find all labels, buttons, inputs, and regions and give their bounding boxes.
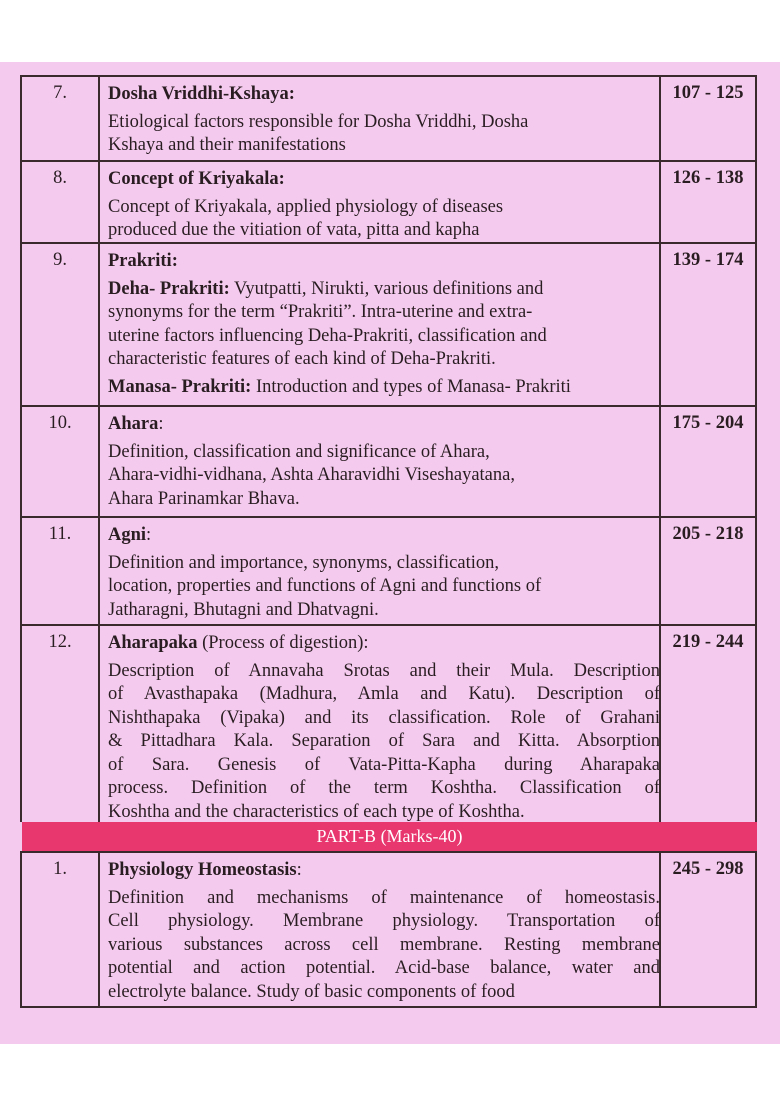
- description-text: Nishthapaka (Vipaka) and its classification. Role of Grahani: [108, 707, 660, 728]
- chapter-title: [108, 250, 660, 274]
- description-text: & Pittadhara Kala. Separation of Sara and Kitta. Absorption: [108, 731, 660, 751]
- chapter-content: [108, 859, 660, 1004]
- description-text: Etiological factors responsible for Dosha Vriddhi, Dosha: [108, 111, 529, 132]
- description-text: of Sara. Genesis of Vata-Pitta-Kapha during Aharapaka: [108, 754, 660, 775]
- contents-row: [20, 75, 757, 160]
- chapter-title: [108, 524, 660, 548]
- chapter-title: [108, 413, 660, 437]
- description-text: process. Definition of the term Koshtha. Classification of: [108, 778, 660, 798]
- description-line: [108, 754, 660, 778]
- chapter-title-rest: :: [296, 860, 302, 880]
- contents-row: [20, 851, 757, 1008]
- description-text: Description of Annavaha Srotas and their Mula. Description: [108, 660, 660, 681]
- chapter-content: [108, 413, 660, 511]
- chapter-title-bold: Agni: [108, 525, 147, 545]
- page-range: 107 - 125: [659, 77, 755, 160]
- description-text: synonyms for the term “Prakriti”. Intra-uterine and extra-: [108, 302, 533, 322]
- description-line: [108, 325, 660, 349]
- description-line: [108, 348, 660, 372]
- description-line: [108, 957, 660, 981]
- chapter-number: 8.: [22, 162, 100, 242]
- description-text: potential and action potential. Acid-base balance, water and: [108, 958, 660, 978]
- description-line: [108, 219, 660, 243]
- description-text: electrolyte balance. Study of basic components of food: [108, 981, 515, 1002]
- subheading: Deha- Prakriti:: [108, 278, 230, 299]
- description-text: Jatharagni, Bhutagni and Dhatvagni.: [108, 599, 379, 620]
- page-range: 175 - 204: [659, 407, 755, 516]
- chapter-number: 7.: [22, 77, 100, 160]
- description-text: Koshtha and the characteristics of each type of Koshtha.: [108, 801, 525, 822]
- chapter-number: 11.: [22, 518, 100, 624]
- description-line: [108, 777, 660, 801]
- description-line: [108, 111, 660, 135]
- description-text: location, properties and functions of Agni and functions of: [108, 576, 542, 596]
- description-line: [108, 730, 660, 754]
- description-text: Definition, classification and significance of Ahara,: [108, 441, 490, 462]
- chapter-number: 1.: [22, 853, 100, 1006]
- description-line: [108, 660, 660, 684]
- description-text: Ahara Parinamkar Bhava.: [108, 488, 300, 509]
- page-range: 219 - 244: [659, 626, 755, 822]
- part-b-heading: PART-B (Marks-40): [22, 822, 757, 851]
- description-line: [108, 981, 660, 1005]
- description-text: Cell physiology. Membrane physiology. Transportation of: [108, 911, 660, 931]
- chapter-title: [108, 168, 660, 192]
- chapter-content: [108, 632, 660, 824]
- contents-row: [20, 624, 757, 822]
- chapter-title-rest: :: [158, 414, 164, 434]
- description-line: [108, 934, 660, 958]
- chapter-content: [108, 83, 660, 158]
- description-line: [108, 441, 660, 465]
- chapter-title-bold: Aharapaka: [108, 633, 198, 653]
- contents-row: [20, 516, 757, 624]
- contents-row: [20, 242, 757, 405]
- chapter-content: [108, 524, 660, 622]
- page-range: 205 - 218: [659, 518, 755, 624]
- chapter-title-bold: Dosha Vriddhi-Kshaya:: [108, 84, 295, 104]
- page-range: 245 - 298: [659, 853, 755, 1006]
- description-line: [108, 575, 660, 599]
- description-line: [108, 196, 660, 220]
- chapter-title: [108, 632, 660, 656]
- description-line: [108, 887, 660, 911]
- chapter-title: [108, 83, 660, 107]
- contents-row: [20, 160, 757, 242]
- description-line: [108, 683, 660, 707]
- description-text: produced due the vitiation of vata, pitta and kapha: [108, 220, 480, 240]
- description-line: [108, 552, 660, 576]
- description-text: of Avasthapaka (Madhura, Amla and Katu). Description of: [108, 684, 660, 704]
- chapter-title-bold: Physiology Homeostasis: [108, 860, 297, 880]
- description-line: [108, 488, 660, 512]
- description-text: Vyutpatti, Nirukti, various definitions and: [229, 278, 544, 299]
- description-line: [108, 376, 660, 400]
- description-text: Definition and importance, synonyms, classification,: [108, 552, 499, 573]
- page-range: 139 - 174: [659, 244, 755, 405]
- chapter-title-bold: Ahara: [108, 414, 159, 434]
- description-line: [108, 134, 660, 158]
- chapter-number: 9.: [22, 244, 100, 405]
- chapter-content: [108, 168, 660, 243]
- description-line: [108, 599, 660, 623]
- description-text: Definition and mechanisms of maintenance of homeostasis.: [108, 887, 660, 908]
- description-text: characteristic features of each kind of Deha-Prakriti.: [108, 349, 496, 369]
- description-text: Concept of Kriyakala, applied physiology of diseases: [108, 196, 504, 217]
- description-line: [108, 301, 660, 325]
- description-line: [108, 278, 660, 302]
- chapter-title-rest: (Process of digestion):: [197, 633, 369, 653]
- description-text: Ahara-vidhi-vidhana, Ashta Aharavidhi Viseshayatana,: [108, 465, 515, 485]
- chapter-content: [108, 250, 660, 399]
- chapter-title-bold: Prakriti:: [108, 251, 178, 271]
- description-text: Introduction and types of Manasa- Prakriti: [251, 376, 571, 397]
- description-line: [108, 464, 660, 488]
- chapter-title-rest: :: [146, 525, 152, 545]
- contents-row: [20, 405, 757, 516]
- description-text: Kshaya and their manifestations: [108, 135, 346, 155]
- chapter-title: [108, 859, 660, 883]
- description-line: [108, 801, 660, 825]
- subheading: Manasa- Prakriti:: [108, 376, 252, 397]
- chapter-number: 12.: [22, 626, 100, 822]
- chapter-number: 10.: [22, 407, 100, 516]
- description-text: uterine factors influencing Deha-Prakriti, classification and: [108, 325, 547, 346]
- page-range: 126 - 138: [659, 162, 755, 242]
- description-line: [108, 707, 660, 731]
- description-line: [108, 910, 660, 934]
- chapter-title-bold: Concept of Kriyakala:: [108, 169, 285, 189]
- description-text: various substances across cell membrane. Resting membrane: [108, 934, 660, 955]
